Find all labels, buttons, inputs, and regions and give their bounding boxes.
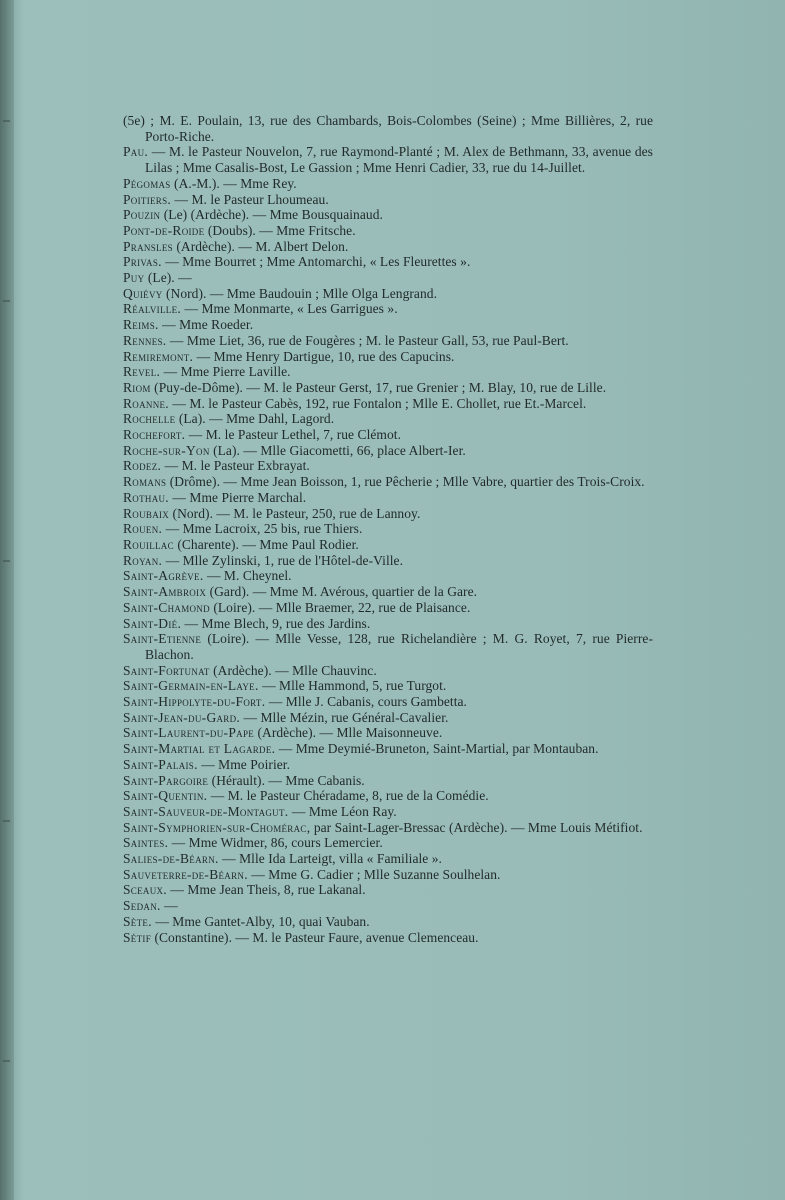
entry-details: (Ardèche). — M. Albert Delon. [172,238,349,254]
directory-entry [123,192,653,208]
directory-entry [123,788,653,804]
directory-entry [123,914,653,930]
place-name: Saint-Agrève. [123,568,204,584]
place-name: Romans [123,474,167,490]
binding-mark [3,300,10,302]
place-name: Roubaix [123,505,170,521]
directory-entry [123,553,653,569]
directory-entry [123,600,653,616]
binding-mark [3,1060,10,1062]
entry-details: (La). — Mlle Giacometti, 66, place Albert-Ier. [209,442,466,458]
directory-entry [123,490,653,506]
directory-entry [123,506,653,522]
directory-entry [123,113,653,144]
entry-details: (Loire). — Mlle Braemer, 22, rue de Plaisance. [209,599,471,615]
entry-details: (Le). — [144,270,192,286]
directory-entry [123,474,653,490]
entry-details: (Nord). — M. le Pasteur, 250, rue de Lannoy. [169,505,421,521]
place-name: Sète. [123,913,152,929]
entry-details: — Mme Jean Theis, 8, rue Lakanal. [166,882,366,898]
entry-details: (Charente). — Mme Paul Rodier. [173,536,359,552]
directory-entry [123,804,653,820]
directory-entry [123,820,653,836]
place-name: Saint-Chamond [123,599,210,615]
entry-details: (La). — Mme Dahl, Lagord. [175,411,335,427]
directory-entry [123,537,653,553]
directory-entry [123,898,653,914]
place-name: Roanne. [123,395,169,411]
place-name: Roche-sur-Yon [123,442,210,458]
directory-entry [123,773,653,789]
entry-details: — Mlle J. Cabanis, cours Gambetta. [265,694,467,710]
directory-entry [123,396,653,412]
entry-details: (Ardèche). — Mlle Maisonneuve. [254,725,443,741]
entry-details: — Mme Pierre Marchal. [168,489,307,505]
directory-entry [123,380,653,396]
directory-entry [123,835,653,851]
place-name: Sceaux. [123,882,167,898]
entry-details: — Mme Poirier. [197,756,291,772]
place-name: Sauveterre-de-Béarn. [123,866,248,882]
entry-details: (Hérault). — Mme Cabanis. [208,772,365,788]
entry-details: — Mme Bourret ; Mme Antomarchi, « Les Fleurettes ». [161,254,471,270]
place-name: Privas. [123,254,162,270]
place-name: Saint-Palais. [123,756,198,772]
entry-details: — M. Cheynel. [203,568,292,584]
place-name: Pouzin [123,207,161,223]
entry-details: (Drôme). — Mme Jean Boisson, 1, rue Pêcherie ; Mlle Vabre, quartier des Trois-Croix. [166,474,645,490]
place-name: Royan. [123,552,163,568]
directory-entry [123,270,653,286]
entry-details: — M. le Pasteur Lhoumeau. [171,191,329,207]
place-name: Rodez. [123,458,162,474]
directory-entry [123,867,653,883]
place-name: Rochelle [123,411,176,427]
place-name: Sedan. [123,898,161,914]
place-name: Saint-Symphorien-sur-Chomérac, [123,819,311,835]
directory-entry [123,254,653,270]
place-name: Rennes. [123,332,167,348]
place-name: Saint-Fortunat [123,662,210,678]
entry-details: — Mme Pierre Laville. [160,364,291,380]
place-name: Saint-Dié. [123,615,182,631]
entry-details: (A.-M.). — Mme Rey. [170,175,297,191]
place-name: Rochefort. [123,427,186,443]
directory-entry [123,694,653,710]
entry-details: — [160,898,178,914]
directory-entry [123,741,653,757]
entry-details: — Mme Deymié-Bruneton, Saint-Martial, par Montauban. [275,741,599,757]
place-name: Rouillac [123,536,174,552]
entry-details: — Mlle Ida Larteigt, villa « Familiale ». [218,851,442,867]
entry-details: — Mlle Mézin, rue Général-Cavalier. [240,709,449,725]
entry-details: — Mme Liet, 36, rue de Fougères ; M. le Pasteur Gall, 53, rue Paul-Bert. [166,332,569,348]
directory-entry [123,333,653,349]
entry-details: — Mme Henry Dartigue, 10, rue des Capucins. [193,348,455,364]
entry-details: (Constantine). — M. le Pasteur Faure, avenue Clemenceau. [151,929,479,945]
place-name: Saint-Quentin. [123,788,208,804]
place-name: Remiremont. [123,348,194,364]
entry-details: (Le) (Ardèche). — Mme Bousquainaud. [160,207,383,223]
entry-details: — Mlle Hammond, 5, rue Turgot. [258,678,447,694]
entry-details: (Nord). — Mme Baudouin ; Mlle Olga Lengrand. [162,285,437,301]
place-name: Saint-Hippolyte-du-Fort. [123,694,266,710]
directory-entry [123,458,653,474]
place-name: Quiévy [123,285,163,301]
entry-details: (Ardèche). — Mlle Chauvinc. [209,662,377,678]
entry-details: — M. le Pasteur Cabès, 192, rue Fontalon ; Mlle E. Chollet, rue Et.-Marcel. [168,395,587,411]
page-binding-edge [0,0,14,1200]
place-name: Réalville. [123,301,182,317]
place-name: Puy [123,270,145,286]
place-name: Rothau. [123,489,169,505]
entry-details: — M. le Pasteur Chéradame, 8, rue de la Comédie. [207,788,489,804]
place-name: Riom [123,379,151,395]
place-name: Saint-Germain-en-Laye. [123,678,259,694]
entry-details: — Mme Roeder. [158,317,254,333]
directory-entry [123,286,653,302]
entry-details: par Saint-Lager-Bressac (Ardèche). — Mme Louis Métifiot. [310,819,643,835]
directory-entry [123,427,653,443]
entry-details: — M. le Pasteur Nouvelon, 7, rue Raymond-Planté ; M. Alex de Bethmann, 33, avenue des Lilas ; Mme Casalis-Bost, Le Gassion ; Mme Henri Cadier, 33, rue du 14-Juillet. [145,144,653,176]
directory-entry [123,411,653,427]
place-name: Saint-Jean-du-Gard. [123,709,241,725]
entry-details: (Gard). — Mme M. Avérous, quartier de la Gare. [206,584,478,600]
place-name: Rouen. [123,521,163,537]
directory-entry [123,176,653,192]
entry-details: — M. le Pasteur Lethel, 7, rue Clémot. [185,427,401,443]
binding-mark [3,120,10,122]
directory-entry [123,568,653,584]
entry-details: — Mme Blech, 9, rue des Jardins. [181,615,371,631]
entry-details: — Mlle Zylinski, 1, rue de l'Hôtel-de-Ville. [162,552,404,568]
directory-entry [123,584,653,600]
entry-details: — Mme Monmarte, « Les Garrigues ». [181,301,398,317]
place-name: Saint-Sauveur-de-Montagut. [123,803,289,819]
directory-entry [123,710,653,726]
directory-entry [123,521,653,537]
place-name: Pont-de-Roide [123,222,205,238]
place-name: Saint-Laurent-du-Pape [123,725,255,741]
directory-entry [123,317,653,333]
directory-entry [123,757,653,773]
directory-entry [123,364,653,380]
directory-entry [123,930,653,946]
place-name: Revel. [123,364,161,380]
directory-entry [123,207,653,223]
place-name: Salies-de-Béarn. [123,851,219,867]
entry-details: (Loire). — Mlle Vesse, 128, rue Richelandière ; M. G. Royet, 7, rue Pierre-Blachon. [145,631,653,662]
entry-details: — M. le Pasteur Exbrayat. [161,458,310,474]
directory-entry [123,663,653,679]
directory-entry [123,725,653,741]
entry-details: — Mme Léon Ray. [288,803,397,819]
directory-entry [123,144,653,175]
directory-entry [123,616,653,632]
binding-mark [3,820,10,822]
place-name: Poitiers. [123,191,172,207]
directory-entry [123,851,653,867]
directory-entry [123,301,653,317]
entry-details: — Mme Lacroix, 25 bis, rue Thiers. [162,521,363,537]
entry-details: (Puy-de-Dôme). — M. le Pasteur Gerst, 17, rue Grenier ; M. Blay, 10, rue de Lille. [150,379,607,395]
place-name: Saint-Pargoire [123,772,209,788]
directory-entry [123,349,653,365]
place-name: Sétif [123,929,152,945]
directory-entry [123,239,653,255]
entry-details: — Mme Widmer, 86, cours Lemercier. [168,835,383,851]
directory-entry [123,223,653,239]
binding-mark [3,560,10,562]
entry-details: — Mme Gantet-Alby, 10, quai Vauban. [151,913,370,929]
place-name: Pau. [123,144,149,160]
directory-entry [123,882,653,898]
place-name: Saint-Etienne [123,631,202,647]
directory-entry [123,443,653,459]
directory-entry [123,631,653,662]
place-name: Saint-Martial et Lagarde. [123,741,276,757]
directory-listing [123,113,653,945]
directory-entry [123,678,653,694]
place-name: Pransles [123,238,173,254]
entry-details: (Doubs). — Mme Fritsche. [204,222,356,238]
place-name: Pégomas [123,175,171,191]
entry-details: — Mme G. Cadier ; Mlle Suzanne Soulhelan. [247,866,501,882]
place-name: Reims. [123,317,159,333]
entry-details: (5e) ; M. E. Poulain, 13, rue des Chambards, Bois-Colombes (Seine) ; Mme Billières, 2, rue Porto-Riche. [123,113,653,144]
place-name: Saint-Ambroix [123,584,207,600]
place-name: Saintes. [123,835,169,851]
